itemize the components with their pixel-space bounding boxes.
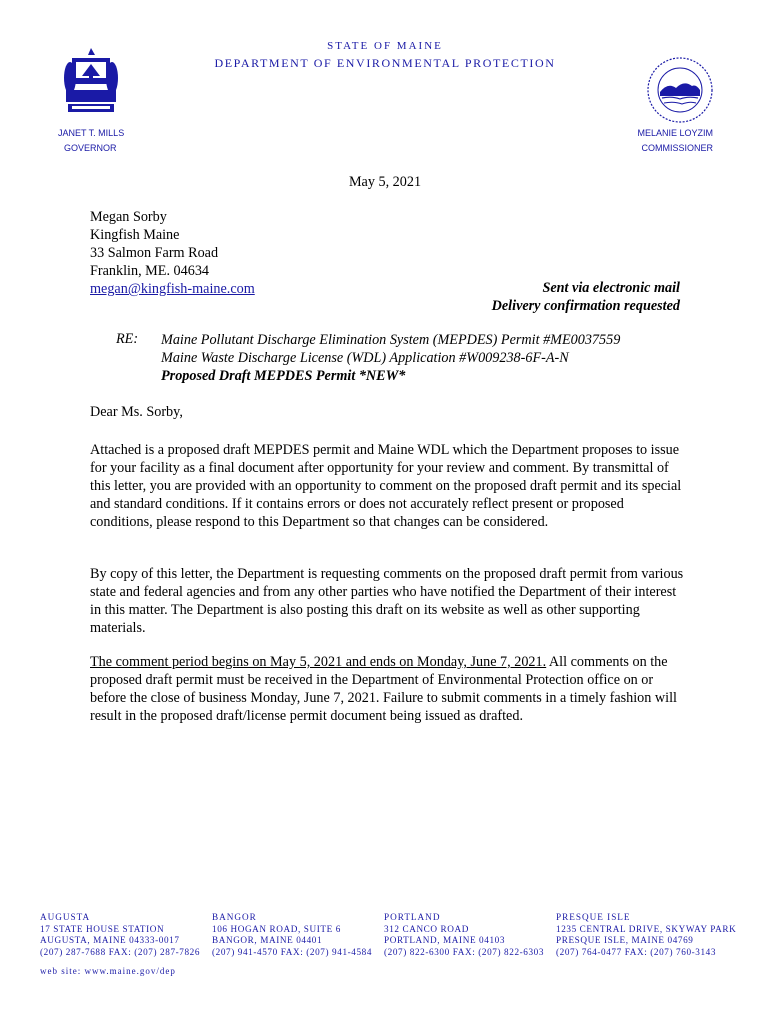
salutation: Dear Ms. Sorby,: [90, 404, 183, 420]
commissioner-title: COMMISSIONER: [641, 143, 713, 153]
re-line-1: Maine Pollutant Discharge Elimination System (MEPDES) Permit #ME0037559: [161, 332, 621, 348]
recipient-street: 33 Salmon Farm Road: [90, 245, 219, 261]
office-city: AUGUSTA: [40, 912, 91, 922]
recipient-name: Megan Sorby: [90, 209, 167, 225]
delivery-notice: [492, 279, 680, 315]
re-line-2: Maine Waste Discharge License (WDL) Application #W009238-6F-A-N: [161, 350, 569, 366]
recipient-company: Kingfish Maine: [90, 227, 180, 243]
footer-office-augusta: [40, 912, 200, 958]
office-city: PORTLAND: [384, 912, 441, 922]
office-citystate: BANGOR, MAINE 04401: [212, 935, 323, 945]
commissioner-name: MELANIE LOYZIM: [637, 128, 713, 138]
office-citystate: AUGUSTA, MAINE 04333-0017: [40, 935, 180, 945]
governor-title: GOVERNOR: [64, 143, 117, 153]
office-phone: (207) 764-0477 FAX: (207) 760-3143: [556, 946, 717, 957]
office-street: 106 HOGAN ROAD, SUITE 6: [212, 923, 341, 934]
office-street: 1235 CENTRAL DRIVE, SKYWAY PARK: [556, 923, 737, 934]
office-street: 17 STATE HOUSE STATION: [40, 923, 165, 934]
office-citystate: PORTLAND, MAINE 04103: [384, 935, 506, 945]
footer-website: web site: www.maine.gov/dep: [40, 966, 176, 976]
paragraph-3: [90, 653, 690, 725]
maine-state-seal-icon: [62, 46, 120, 118]
re-block: [161, 331, 620, 385]
recipient-city: Franklin, ME. 04634: [90, 263, 210, 279]
recipient-email-link[interactable]: megan@kingfish-maine.com: [90, 281, 255, 297]
office-citystate: PRESQUE ISLE, MAINE 04769: [556, 935, 694, 945]
footer-office-portland: [384, 912, 544, 958]
state-heading: STATE OF MAINE: [327, 40, 443, 52]
office-phone: (207) 822-6300 FAX: (207) 822-6303: [384, 946, 545, 957]
dep-seal-icon: [646, 56, 714, 124]
department-heading: DEPARTMENT OF ENVIRONMENTAL PROTECTION: [214, 56, 556, 70]
office-phone: (207) 287-7688 FAX: (207) 287-7826: [40, 946, 201, 957]
re-label: RE:: [116, 331, 139, 347]
office-street: 312 CANCO ROAD: [384, 923, 469, 934]
office-city: BANGOR: [212, 912, 257, 922]
paragraph-3-rest: All comments on the proposed draft permit must be received in the Department of Environmental Protection office on or before the close of business Monday, June 7, 2021. Failure to submit comments in a timely fashion will result in the proposed draft/license permit document being issued as drafted.: [90, 654, 677, 724]
footer-office-presque-isle: [556, 912, 736, 958]
office-phone: (207) 941-4570 FAX: (207) 941-4584: [212, 946, 373, 957]
letter-date: May 5, 2021: [348, 174, 422, 190]
re-line-3: Proposed Draft MEPDES Permit *NEW*: [161, 368, 406, 384]
recipient-address: [90, 208, 255, 298]
delivery-line-1: Sent via electronic mail: [542, 280, 680, 296]
paragraph-1: Attached is a proposed draft MEPDES permit and Maine WDL which the Department proposes to issue for your facility as a final document after opportunity for your review and comment. By transmittal of this letter, you are provided with an opportunity to comment on the proposed draft permit and its special and standard conditions. If it contains errors or does not accurately reflect present or proposed conditions, please respond to this Department so that changes can be considered.: [90, 442, 682, 530]
paragraph-2: By copy of this letter, the Department is requesting comments on the proposed draft permit from various state and federal agencies and from any other parties who have notified the Department of their interest in this matter. The Department is also posting this draft on its website as well as other supporting materials.: [90, 566, 684, 636]
governor-name: JANET T. MILLS: [58, 128, 125, 138]
footer-office-bangor: [212, 912, 372, 958]
delivery-line-2: Delivery confirmation requested: [491, 298, 680, 314]
office-city: PRESQUE ISLE: [556, 912, 631, 922]
comment-period-notice: The comment period begins on May 5, 2021 and ends on Monday, June 7, 2021.: [90, 654, 547, 670]
